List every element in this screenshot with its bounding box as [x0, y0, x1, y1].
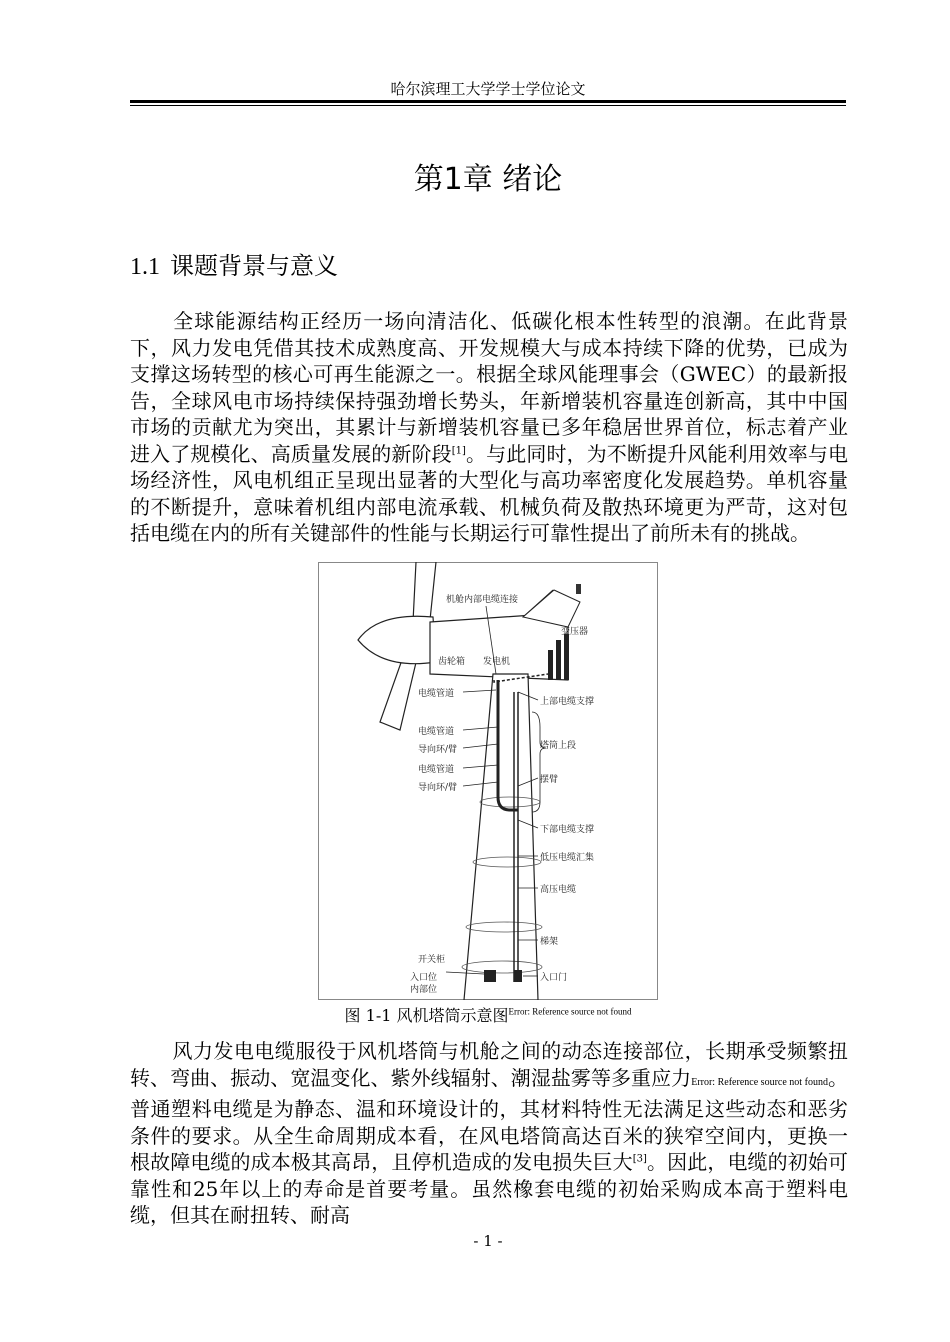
section-heading	[130, 246, 338, 281]
wind-turbine-tower-diagram	[318, 562, 658, 1000]
paragraph-2-text-c: 。因此，电缆的初始可靠性和25年以上的寿命是首要考量。虽然橡套电缆的初始采购成本高于塑料电缆，但其在耐扭转、耐高	[130, 1150, 848, 1227]
page-header: 哈尔滨理工大学学士学位论文	[390, 80, 586, 98]
figure-caption	[130, 1003, 846, 1026]
paragraph-1	[130, 308, 848, 547]
label-ladder: 梯架	[540, 937, 559, 947]
transformer-bar	[556, 640, 561, 680]
label-cable-duct-1: 电缆管道	[418, 689, 455, 699]
header-rule-thick	[130, 100, 846, 103]
anemometer	[576, 584, 581, 594]
section-number: 1.1	[130, 254, 160, 280]
label-upper-support: 上部电缆支撑	[540, 697, 595, 707]
figure-caption-text: 图 1-1 风机塔筒示意图	[344, 1006, 509, 1025]
label-tower-upper: 塔筒上段	[540, 741, 577, 751]
label-switchgear: 开关柜	[418, 955, 446, 965]
label-inner-level: 内部位	[410, 985, 438, 995]
header-rule-thin	[130, 105, 846, 106]
entrance-box	[514, 970, 522, 982]
label-entrance-level: 入口位	[410, 973, 438, 983]
page-number: - 1 -	[473, 1232, 503, 1250]
citation-1: [1]	[451, 444, 466, 456]
switchgear-box	[484, 970, 496, 982]
transformer-bar	[564, 634, 569, 680]
paragraph-1-text-b: 。与此同时，为不断提升风能利用效率与电场经济性，风电机组正呈现出显著的大型化与高功率密度化发展趋势。单机容量的不断提升，意味着机组内部电流承载、机械负荷及散热环境更为严苛，这对包括电缆在内的所有关键部件的性能与长期运行可靠性提出了前所未有的挑战。	[130, 441, 848, 545]
label-guide-ring-2: 导向环/臂	[418, 783, 458, 793]
label-cable-duct-2: 电缆管道	[418, 727, 455, 737]
paragraph-1-text-a: 全球能源结构正经历一场向清洁化、低碳化根本性转型的浪潮。在此背景下，风力发电凭借其技术成熟度高、开发规模大与成本持续下降的优势，已成为支撑这场转型的核心可再生能源之一。根据全球风能理事会（GWEC）的最新报告，全球风电市场持续保持强劲增长势头，年新增装机容量连创新高，其中中国市场的贡献尤为突出，其累计与新增装机容量已多年稳居世界首位，标志着产业进入了规模化、高质量发展的新阶段	[130, 309, 848, 466]
section-title: 课题背景与意义	[170, 252, 338, 280]
transformer-bar	[548, 650, 553, 680]
citation-3: [3]	[632, 1153, 647, 1165]
label-hv-cable: 高压电缆	[540, 885, 577, 895]
paragraph-2-text-a: 风力发电电缆服役于风机塔筒与机舱之间的动态连接部位，长期承受频繁扭转、弯曲、振动、宽温变化、紫外线辐射、潮湿盐雾等多重应力	[130, 1039, 848, 1090]
label-transformer: 变压器	[561, 627, 589, 637]
label-entrance-door: 入口门	[540, 973, 568, 983]
label-swing-arm: 摆臂	[540, 775, 559, 785]
label-guide-ring-1: 导向环/臂	[418, 745, 458, 755]
label-cable-duct-3: 电缆管道	[418, 765, 455, 775]
paragraph-2	[130, 1038, 848, 1229]
label-gearbox: 齿轮箱	[438, 657, 466, 667]
nacelle	[430, 614, 568, 680]
label-lv-bus: 低压电缆汇集	[540, 853, 595, 863]
figure-caption-error: Error: Reference source not found	[508, 1006, 632, 1017]
paragraph-2-error: Error: Reference source not found	[691, 1076, 828, 1088]
paragraph-2-text-b: 。普通塑料电缆是为静态、温和环境设计的，其材料特性无法满足这些动态和恶劣条件的要求。从全生命周期成本看，在风电塔筒高达百米的狭窄空间内，更换一根故障电缆的成本极其高昂，且停机造成的发电损失巨大	[130, 1065, 849, 1174]
chapter-title: 第1章 绪论	[413, 162, 563, 197]
label-nacelle-cable: 机舱内部电缆连接	[446, 595, 519, 605]
label-generator: 发电机	[483, 657, 511, 667]
label-lower-support: 下部电缆支撑	[540, 825, 595, 835]
